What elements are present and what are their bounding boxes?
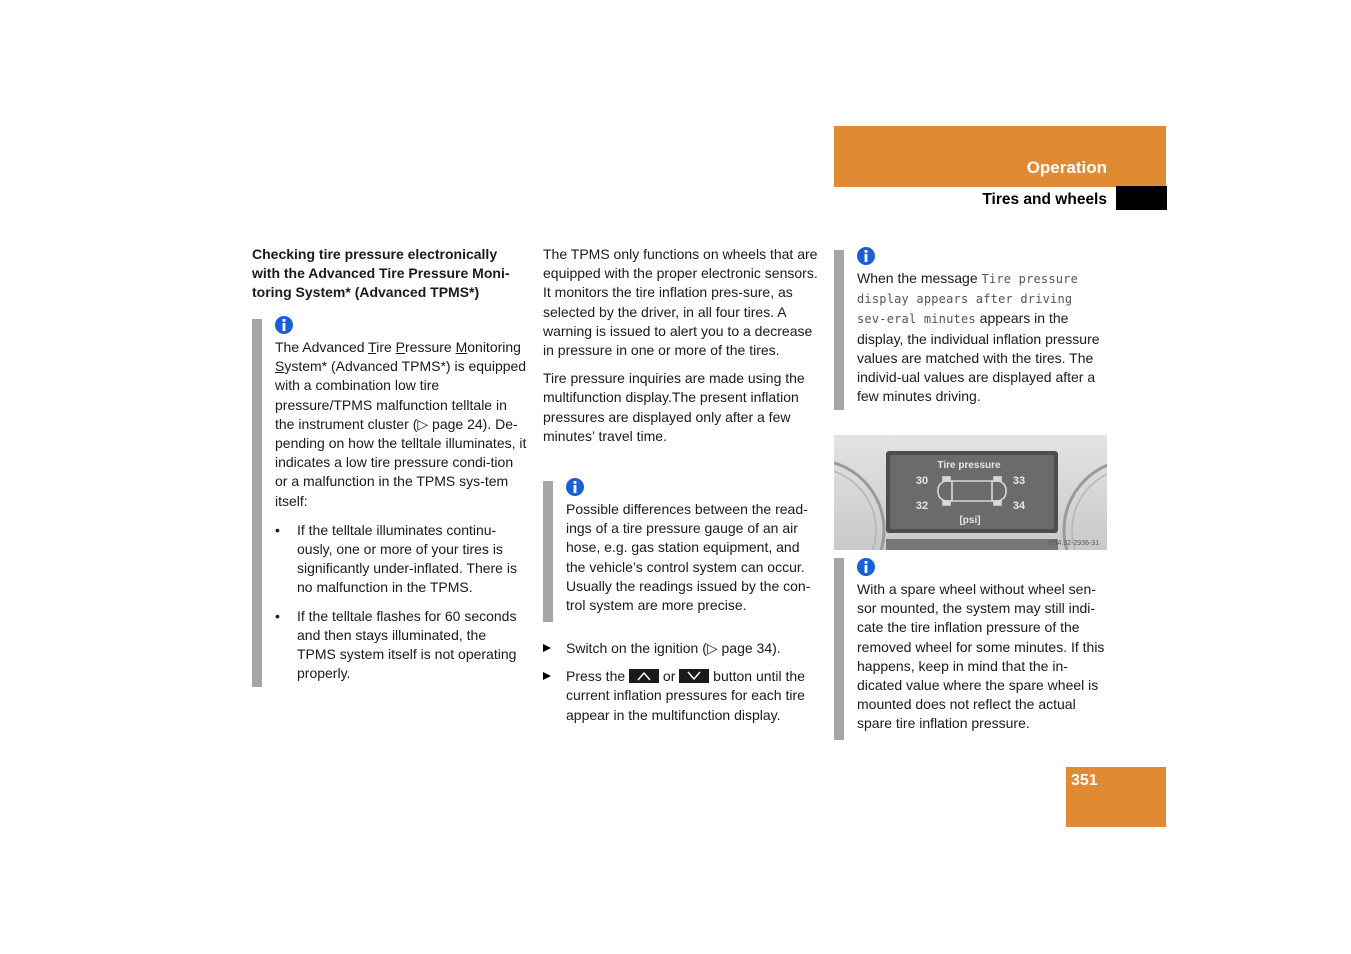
subsection-marker xyxy=(1116,186,1167,210)
display-title: Tire pressure xyxy=(937,460,1001,471)
rear-right-value: 34 xyxy=(1012,500,1026,512)
list-item: • If the telltale illuminates continu-ously, one or more of your tires is significantly under-inflated. There is no malfunction in the TPMS. xyxy=(275,521,527,598)
info-note-gauge xyxy=(566,478,818,615)
subsection-title: Tires and wheels xyxy=(982,191,1107,208)
info-icon xyxy=(566,478,584,496)
up-key-icon xyxy=(629,669,659,683)
paragraph: The TPMS only functions on wheels that are equipped with the proper electronic sensors. It monitors the tire inflation pres-sure, as selected by the driver, in all four tires. A warning is issued to alert you to a decrease in pressure in one or more of the tires. xyxy=(543,246,818,359)
figure-code: P54.32-2936-31 xyxy=(1048,540,1100,547)
step-item: Switch on the ignition (▷ page 34). xyxy=(543,639,818,658)
header-band xyxy=(834,126,1166,187)
instrument-cluster-illustration xyxy=(834,435,1107,550)
rear-left-value: 32 xyxy=(915,500,929,512)
step-arrow-icon xyxy=(543,644,551,652)
info-bar xyxy=(543,481,553,622)
front-left-value: 30 xyxy=(915,475,929,487)
paragraph: Tire pressure inquiries are made using the multifunction display.The present inflation pressures are displayed only after a few minutes’ travel time. xyxy=(543,370,805,444)
info-text: With a spare wheel without wheel sen-sor mounted, the system may still indi-cate the tire inflation pressure of the removed wheel for some minutes. If this happens, keep in mind that the in-dicated value where the spare wheel is mounted does not reflect the actual spare tire inflation pressure. xyxy=(857,581,1105,732)
info-text: The Advanced Tire Pressure Monitoring System* (Advanced TPMS*) is equipped with a combination low tire pressure/TPMS malfunction telltale in the instrument cluster (▷ page 24). De-pending on how the telltale illuminates, it indicates a low tire pressure condi-tion or a malfunction in the TPMS sys-tem itself: xyxy=(275,339,527,509)
column-1 xyxy=(252,245,527,312)
front-right-value: 33 xyxy=(1012,475,1026,487)
page-number: 351 xyxy=(1071,772,1098,789)
info-icon xyxy=(275,316,293,334)
info-note-tpms xyxy=(275,316,527,692)
info-text: When the message Tire pressure display appears after driving sev-eral minutes appears in the display, the individual inflation pressure values are matched with the tires. The individ-ual values are displayed after a few minutes driving. xyxy=(857,270,1100,405)
down-key-icon xyxy=(679,669,709,683)
info-icon xyxy=(857,247,875,265)
pressure-unit: [psi] xyxy=(959,515,981,526)
list-item: • If the telltale flashes for 60 seconds and then stays illuminated, the TPMS system itself is not operating properly. xyxy=(275,607,527,684)
info-note-message xyxy=(857,247,1109,406)
step-arrow-icon xyxy=(543,672,551,680)
info-bar xyxy=(834,250,844,410)
instruction-steps xyxy=(543,639,818,734)
info-bar xyxy=(834,558,844,740)
step-item: Press the or button until the current inflation pressures for each tire appear in the multifunction display. xyxy=(543,667,818,725)
bullet-list xyxy=(275,521,527,684)
info-bar xyxy=(252,319,262,687)
info-icon xyxy=(857,558,875,576)
info-note-spare-wheel xyxy=(857,558,1109,734)
tire-pressure-display-image xyxy=(834,435,1107,550)
section-title: Operation xyxy=(1026,158,1107,177)
info-text: Possible differences between the read-ings of a tire pressure gauge of an air hose, e.g. gas station equipment, and the vehicle’s control system can occur. Usually the readings issued by the con-trol system are more precise. xyxy=(566,501,811,614)
column-2 xyxy=(543,245,818,455)
section-heading: Checking tire pressure electronically with the Advanced Tire Pressure Moni-toring System* (Advanced TPMS*) xyxy=(252,246,510,301)
